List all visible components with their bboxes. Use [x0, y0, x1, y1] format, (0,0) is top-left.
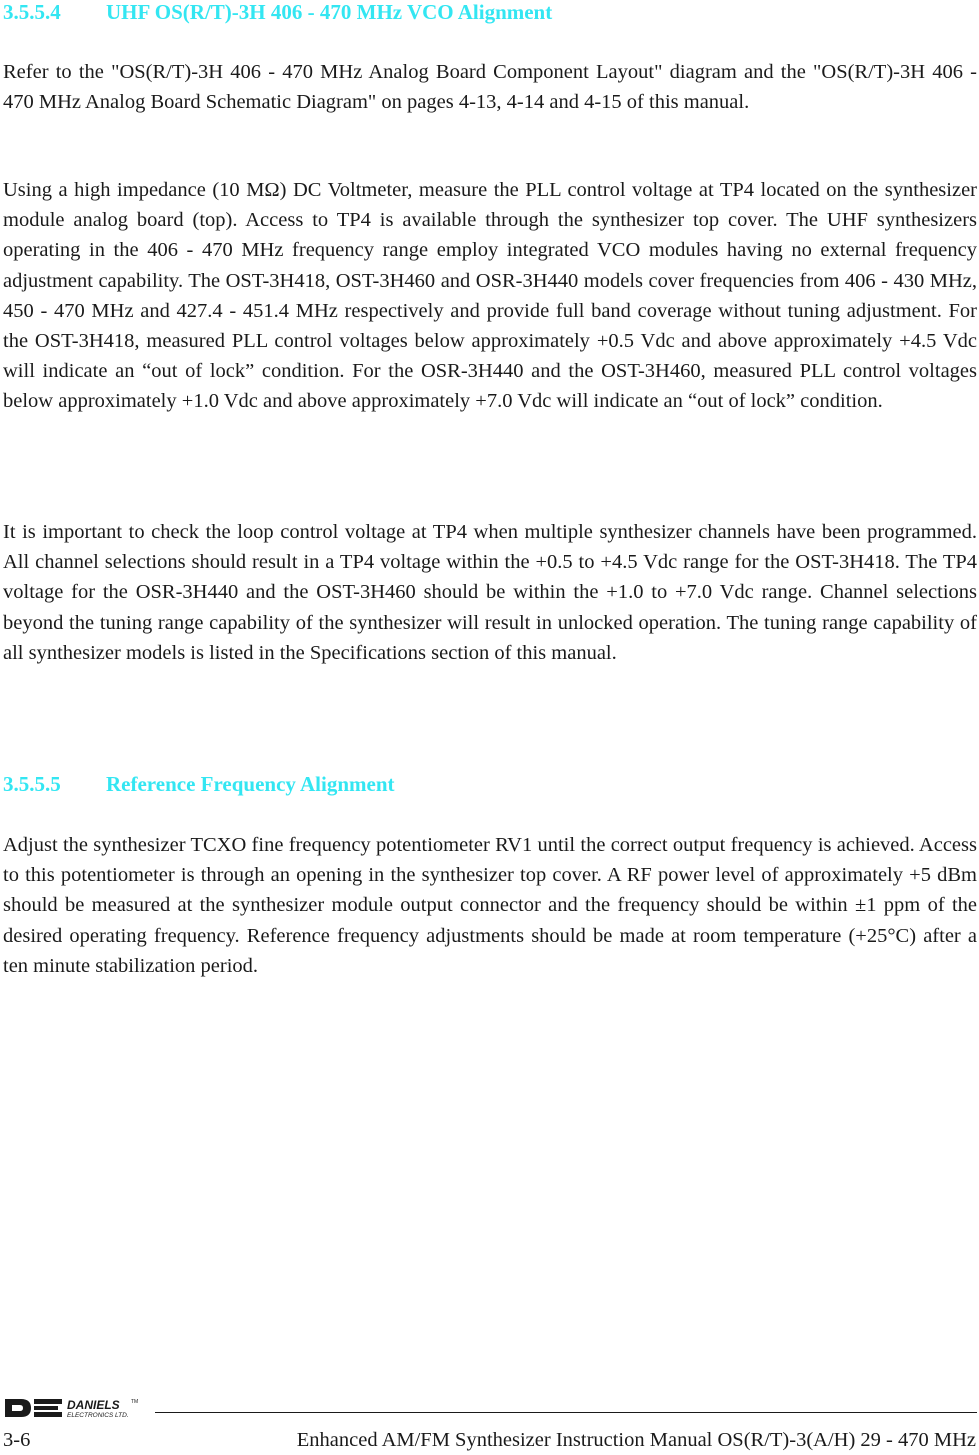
logo-subtext: ELECTRONICS LTD. [67, 1412, 129, 1419]
page-number: 3-6 [3, 1429, 31, 1451]
section-number: 3.5.5.4 [3, 0, 61, 24]
section-title: Reference Frequency Alignment [106, 772, 395, 796]
daniels-logo [3, 1396, 155, 1420]
logo-tm: TM [131, 1399, 139, 1405]
section-number: 3.5.5.5 [3, 772, 61, 796]
paragraph-refer-diagram: Refer to the "OS(R/T)-3H 406 - 470 MHz Analog Board Component Layout" diagram and the "OS(R/T)-3H 406 - 470 MHz Analog Board Schematic Diagram" on pages 4-13, 4-14 and 4-15 of this manual. [3, 61, 977, 114]
section-heading-vco-alignment [3, 0, 552, 24]
section-heading-reference-frequency [3, 772, 395, 796]
section-title: UHF OS(R/T)-3H 406 - 470 MHz VCO Alignment [106, 0, 553, 24]
paragraph-tcxo-adjust: Adjust the synthesizer TCXO fine frequency potentiometer RV1 until the correct output frequency is achieved. Access to this potentiometer is through an opening in the synthesizer top cover. A RF power level of approximately +5 dBm should be measured at the synthesizer module output connector and the frequency should be within ±1 ppm of the desired operating frequency. Reference frequency adjustments should be made at room temperature (+25°C) after a ten minute stabilization period. [3, 834, 977, 977]
paragraph-pll-voltage: Using a high impedance (10 MΩ) DC Voltmeter, measure the PLL control voltage at TP4 located on the synthesizer module analog board (top). Access to TP4 is available through the synthesizer top cover. The UHF synthesizers operating in the 406 - 470 MHz frequency range employ integrated VCO modules having no external frequency adjustment capability. The OST-3H418, OST-3H460 and OSR-3H440 models cover frequencies from 406 - 430 MHz, 450 - 470 MHz and 427.4 - 451.4 MHz respectively and provide full band coverage without tuning adjustment. For the OST-3H418, measured PLL control voltages below approximately +0.5 Vdc and above approximately +4.5 Vdc will indicate an “out of lock” condition. For the OSR-3H440 and the OST-3H460, measured PLL control voltages below approximately +1.0 Vdc and above approximately +7.0 Vdc will indicate an “out of lock” condition. [3, 179, 977, 413]
logo-text: DANIELS [67, 1398, 120, 1412]
manual-title: Enhanced AM/FM Synthesizer Instruction Manual OS(R/T)-3(A/H) 29 - 470 MHz [296, 1429, 976, 1451]
footer-rule [155, 1412, 977, 1413]
paragraph-loop-control: It is important to check the loop control voltage at TP4 when multiple synthesizer channels have been programmed. All channel selections should result in a TP4 voltage within the +0.5 to +4.5 Vdc range for the OST-3H418. The TP4 voltage for the OSR-3H440 and the OST-3H460 should be within the +1.0 to +7.0 Vdc range. Channel selections beyond the tuning range capability of the synthesizer will result in unlocked operation. The tuning range capability of all synthesizer models is listed in the Specifications section of this manual. [3, 521, 977, 664]
